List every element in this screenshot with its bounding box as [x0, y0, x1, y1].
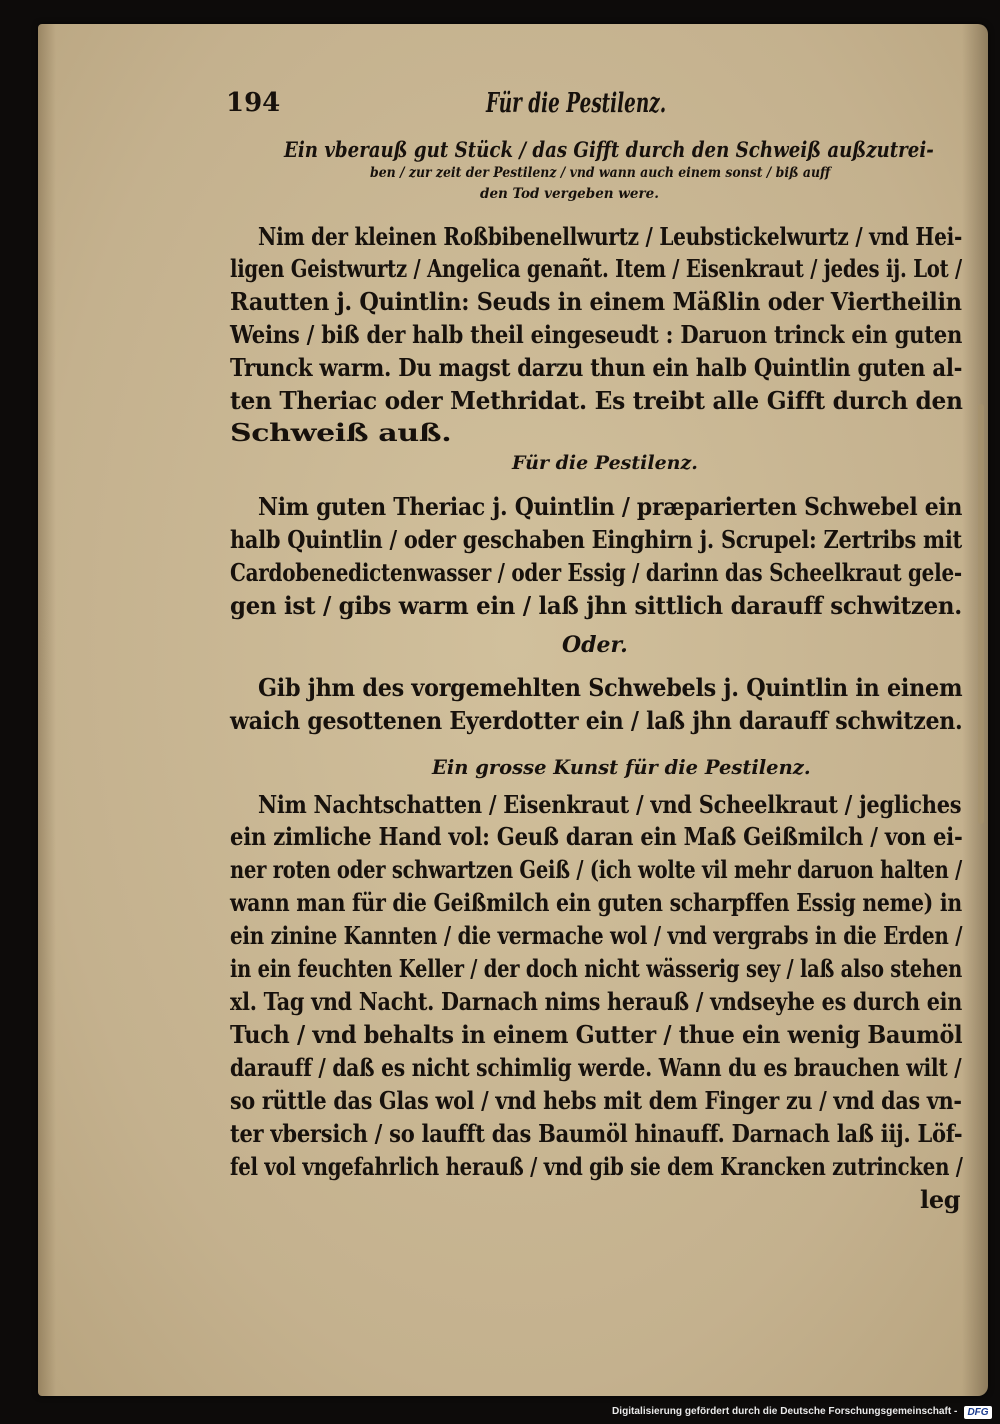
- body-line: Nim guten Theriac j. Quintlin / præparierten Schwebel ein: [258, 492, 963, 521]
- body-line: Schweiß auß.: [230, 418, 452, 447]
- body-line: ligen Geistwurtz / Angelica genañt. Item / Eisenkraut / jedes ij. Lot /: [230, 254, 962, 283]
- dfg-logo: [964, 1406, 992, 1419]
- section-1-heading-line: den Tod vergeben were.: [480, 186, 659, 202]
- body-line: ein zinine Kannten / die vermache wol / vnd vergrabs in die Erden /: [230, 921, 963, 950]
- section-2-heading: Für die Pestilenz.: [512, 452, 698, 474]
- body-line: Nim Nachtschatten / Eisenkraut / vnd Scheelkraut / jegliches: [258, 790, 962, 819]
- body-line: gen ist / gibs warm ein / laß jhn sittlich darauff schwitzen.: [230, 591, 962, 620]
- body-line: ner roten oder schwartzen Geiß / (ich wolte vil mehr daruon halten /: [230, 855, 962, 884]
- body-line: Cardobenedictenwasser / oder Essig / darinn das Scheelkraut gele-: [230, 558, 962, 587]
- dfg-logo-text: DFG: [967, 1407, 989, 1418]
- body-line: halb Quintlin / oder geschaben Einghirn j. Scrupel: Zertribs mit: [230, 525, 962, 554]
- body-line: ten Theriac oder Methridat. Es treibt alle Gifft durch den: [230, 386, 963, 415]
- running-head: Für die Pestilenz.: [486, 88, 667, 119]
- body-line: wann man für die Geißmilch ein guten scharpffen Essig neme) in: [230, 888, 962, 917]
- body-line: waich gesottenen Eyerdotter ein / laß jhn darauff schwitzen.: [230, 706, 963, 735]
- body-line: darauff / daß es nicht schimlig werde. Wann du es brauchen wilt /: [230, 1053, 962, 1082]
- body-line: xl. Tag vnd Nacht. Darnach nims herauß / vndseyhe es durch ein: [230, 987, 963, 1016]
- body-line: Tuch / vnd behalts in einem Gutter / thue ein wenig Baumöl: [230, 1020, 963, 1049]
- body-line: ter vbersich / so laufft das Baumöl hinauff. Darnach laß iij. Löf-: [230, 1119, 963, 1148]
- body-line: fel vol vngefahrlich herauß / vnd gib sie dem Krancken zutrincken /: [230, 1152, 963, 1181]
- section-4-heading: Ein grosse Kunst für die Pestilenz.: [432, 756, 811, 779]
- body-line: so rüttle das Glas wol / vnd hebs mit dem Finger zu / vnd das vn-: [230, 1086, 962, 1115]
- body-line: Gib jhm des vorgemehlten Schwebels j. Quintlin in einem: [258, 673, 963, 702]
- section-1-heading-line: Ein vberauß gut Stück / das Gifft durch den Schweiß außzutrei-: [284, 138, 934, 163]
- body-line: Rautten j. Quintlin: Seuds in einem Mäßlin oder Viertheilin: [230, 287, 962, 316]
- page-number: 194: [226, 88, 281, 118]
- body-line: ein zimliche Hand vol: Geuß daran ein Maß Geißmilch / von ei-: [230, 822, 963, 851]
- body-line: in ein feuchten Keller / der doch nicht wässerig sey / laß also stehen: [230, 954, 963, 983]
- catchword: leg: [920, 1185, 961, 1214]
- body-line: Nim der kleinen Roßbibenellwurtz / Leubstickelwurtz / vnd Hei-: [258, 222, 963, 251]
- page-edge-shadow: [978, 404, 984, 824]
- body-line: Weins / biß der halb theil eingeseudt : Daruon trinck ein guten: [230, 320, 963, 349]
- section-3-heading: Oder.: [562, 632, 628, 658]
- funding-credit: Digitalisierung gefördert durch die Deutsche Forschungsgemeinschaft -: [612, 1405, 958, 1417]
- section-1-heading-line: ben / zur zeit der Pestilenz / vnd wann auch einem sonst / biß auff: [370, 165, 831, 181]
- body-line: Trunck warm. Du magst darzu thun ein halb Quintlin guten al-: [230, 353, 963, 382]
